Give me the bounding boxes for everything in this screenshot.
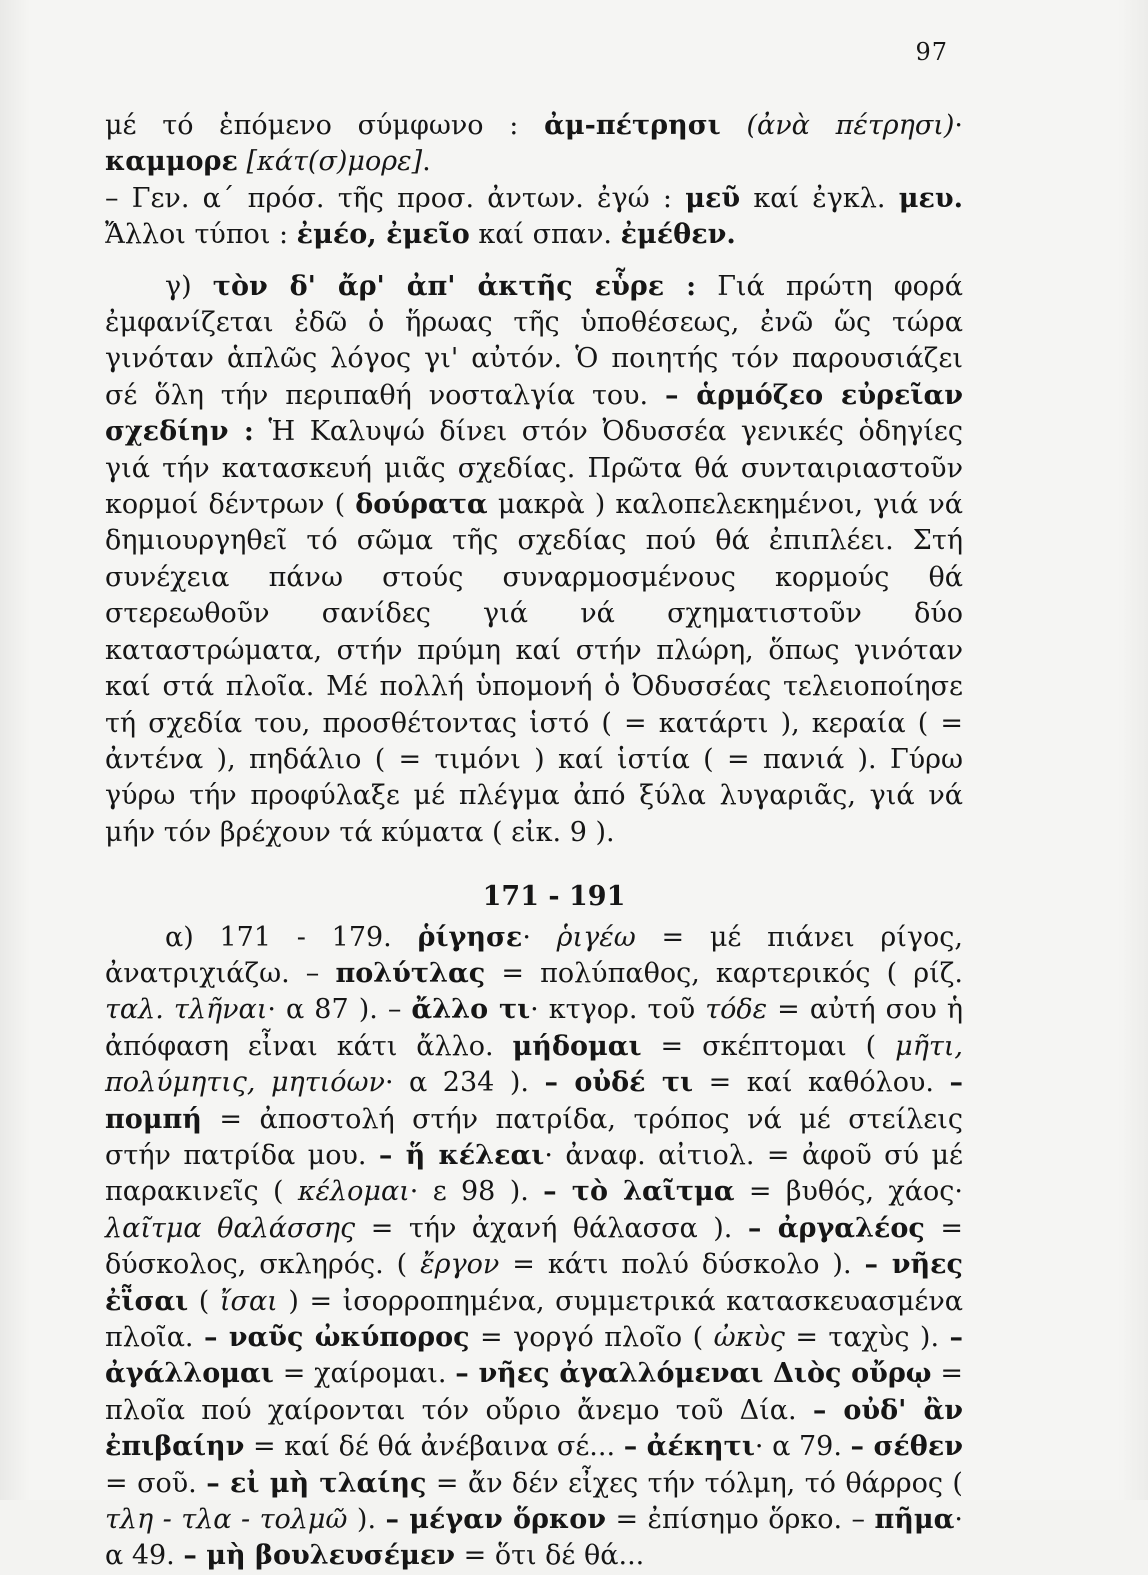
text-run: · [954,110,963,141]
term-bold: – εἰ μὴ τλαίης [206,1467,427,1499]
text-run: – Γεν. α΄ πρόσ. τῆς προσ. ἀντων. ἐγώ : [105,182,686,214]
text-run: = ταχὺς ). [784,1322,950,1353]
term-bold: τὸν δ' ἄρ' ἀπ' ἀκτῆς εὗρε : [212,270,697,302]
term-italic: τλη - τλα - τολμῶ [105,1504,348,1536]
paragraph-gap [105,254,963,269]
text-run: · ἀναφ. αἰτιολ. = ἀφοῦ σύ μέ παρακινεῖς ( [105,1139,963,1208]
text-run: = μέ πιάνει ρίγος, ἀνατριχιάζω. – [105,921,963,989]
term-italic: ἴσαι [219,1285,278,1317]
text-run: = ἀποστολή στήν πατρίδα, τρόπος νά μέ στείλεις στήν πατρίδα μου. [105,1103,963,1171]
text-run: καί σπαν. [469,219,621,251]
text-run: = καί καθόλου. [693,1067,950,1099]
text-run: · α 234 ). [384,1067,545,1099]
term-bold: πολύτλας [335,957,486,989]
text-run: α) 171 - 179. [165,921,418,953]
text-run: Ἡ Καλυψώ δίνει στόν Ὀδυσσέα γενικές ὁδηγίες γιά τήν κατασκευή μιᾶς σχεδίας. Πρῶτα θά συνταιριαστοῦν κορμοί δέντρων ( [105,416,963,521]
text-run: = κάτι πολύ δύσκολο ). [499,1249,865,1281]
paragraph-3 [105,269,963,852]
term-bold: καμμορε [105,146,238,178]
text-run: ). [347,1504,386,1536]
term-bold: – μὴ βουλευσέμεν [183,1540,456,1572]
text-run: = ἄν δέν εἶχες τήν τόλμη, τό θάρρος ( [426,1467,963,1499]
text-run: · [522,921,557,953]
text-run: = γοργό πλοῖο ( [469,1322,714,1353]
term-bold: – νῆες ἀγαλλόμεναι Διὸς οὔρῳ [455,1358,932,1390]
term-bold: – οὐδ' ἂν ἐπιβαίην [105,1394,963,1463]
page-text [105,108,963,1575]
term-bold: – πομπή [105,1067,964,1135]
term-italic: [κάτ(σ)μορε] [246,146,423,178]
text-run: · κτγορ. τοῦ [530,994,706,1026]
term-bold: – μέγαν ὅρκον [385,1504,606,1536]
term-bold: ῥίγησε [417,921,523,953]
text-run [238,146,247,177]
text-run: · α 87 ). – [267,994,412,1026]
term-italic: λαῖτμα θαλάσσης [105,1212,356,1244]
term-bold: – νῆες ἐῗσαι [105,1249,963,1317]
text-run: γ) [165,270,213,302]
term-italic: ῥιγέω [556,921,636,953]
text-run: = αὐτή σου ἡ ἀπόφαση εἶναι κάτι ἄλλο. [105,994,963,1062]
term-bold: – ἀργαλέος [747,1212,925,1244]
term-italic: ταλ. τλῆναι [105,994,268,1026]
text-run: = ἐπίσημο ὅρκο. – [606,1504,875,1536]
text-run: = πολύπαθος, καρτερικός ( ρίζ. [485,957,963,989]
text-run: = δύσκολος, σκληρός. ( [105,1212,963,1281]
term-bold: δούρατα [355,489,488,521]
term-bold: μεῦ [685,182,741,214]
text-run: · ε 98 ). [409,1176,544,1208]
text-run: μακρὰ ) καλοπελεκημένοι, γιά νά δημιουργηθεῖ τό σῶμα τῆς σχεδίας πού θά ἐπιπλέει. Στή συνέχεια πάνω στούς συναρμοσμένους κορμούς θά στερεωθοῦν σανίδες γιά νά σχηματιστοῦν δύο καταστρώματα, στήν πρύμη καί στήν πλώρη, ὅπως γινόταν καί στά πλοῖα. Μέ πολλή ὑπομονή ὁ Ὀδυσσέας τελειοποίησε τή σχεδία του, προσθέτοντας ἱστό ( = κατάρτι ), κεραία ( = ἀντένα ), πηδάλιο ( = τιμόνι ) καί ἱστία ( = πανιά ). Γύρω γύρω τήν προφύλαξε μέ πλέγμα ἀπό ξύλα λυγαριᾶς, γιά νά μήν τόν βρέχουν τά κύματα ( εἰκ. 9 ). [105,489,964,848]
term-bold: – ἥ κέλεαι [378,1139,545,1171]
term-bold: ἄλλο τι [411,994,531,1026]
text-run: · α 79. [754,1431,851,1463]
text-run: = βυθός, χάος· [734,1176,963,1208]
text-run [721,110,747,141]
text-run: καί ἐγκλ. [740,182,899,214]
text-run: ) = ἰσορροπημένα, συμμετρικά κατασκευασμένα πλοῖα. [105,1285,963,1353]
term-bold: ἐμέθεν. [620,219,736,251]
paragraph-1 [105,108,963,181]
term-bold: – ἀέκητι [623,1431,755,1463]
term-bold: – ἀγάλλομαι [105,1322,963,1390]
term-bold: – σέθεν [850,1431,963,1463]
term-bold: – ναῦς ὠκύπορος [203,1322,470,1353]
paragraph-4 [105,920,963,1575]
paragraph-2 [105,181,963,254]
term-italic: τόδε [705,994,768,1026]
text-run: μέ τό ἑπόμενο σύμφωνο : [105,110,545,141]
term-italic: (ἀνὰ πέτρησι) [746,110,955,141]
page-number: 97 [915,38,948,66]
text-run: = σοῦ. [105,1467,207,1499]
term-italic: κέλομαι [297,1176,410,1208]
term-italic: μῆτι, πολύμητις, μητιόων [105,1030,963,1099]
term-italic: ὠκὺς [713,1322,785,1353]
text-run: Γιά πρώτη φορά ἐμφανίζεται ἐδῶ ὁ ἥρωας τῆς ὑποθέσεως, ἐνῶ ὥς τώρα γινόταν ἁπλῶς λόγος γι' αὐτόν. Ὁ ποιητής τόν παρουσιάζει σέ ὅλη τήν περιπαθή νοσταλγία του. [105,270,963,411]
term-bold: ἀμ-πέτρησι [544,110,721,141]
text-run: · α 49. [105,1504,964,1572]
term-bold: μήδομαι [512,1030,642,1062]
term-bold: ἐμέο, ἐμεῖο [296,219,470,251]
text-run: = χαίρομαι. [273,1358,456,1390]
term-bold: – ἁρμόζεο εὐρεῖαν σχεδίην : [105,379,963,448]
text-run: ( [188,1285,220,1317]
text-run: = σκέπτομαι ( [641,1030,896,1062]
section-heading: 171 - 191 [482,881,626,913]
term-bold: – οὐδέ τι [544,1067,694,1099]
text-run: = καί δέ θά ἀνέβαινα σέ... [244,1431,624,1463]
text-run: = ὅτι δέ θά... [455,1540,645,1572]
text-run: = πλοῖα πού χαίρονται τόν οὔριο ἄνεμο τοῦ Δία. [105,1358,963,1426]
term-bold: μευ. [898,182,964,214]
term-bold: – τὸ λαῖτμα [543,1176,735,1208]
text-run: = τήν ἀχανή θάλασσα ). [355,1212,748,1244]
text-run: . [422,146,431,178]
term-italic: ἔργον [420,1249,500,1281]
term-bold: πῆμα [874,1504,955,1536]
text-run: Ἄλλοι τύποι : [105,219,297,251]
